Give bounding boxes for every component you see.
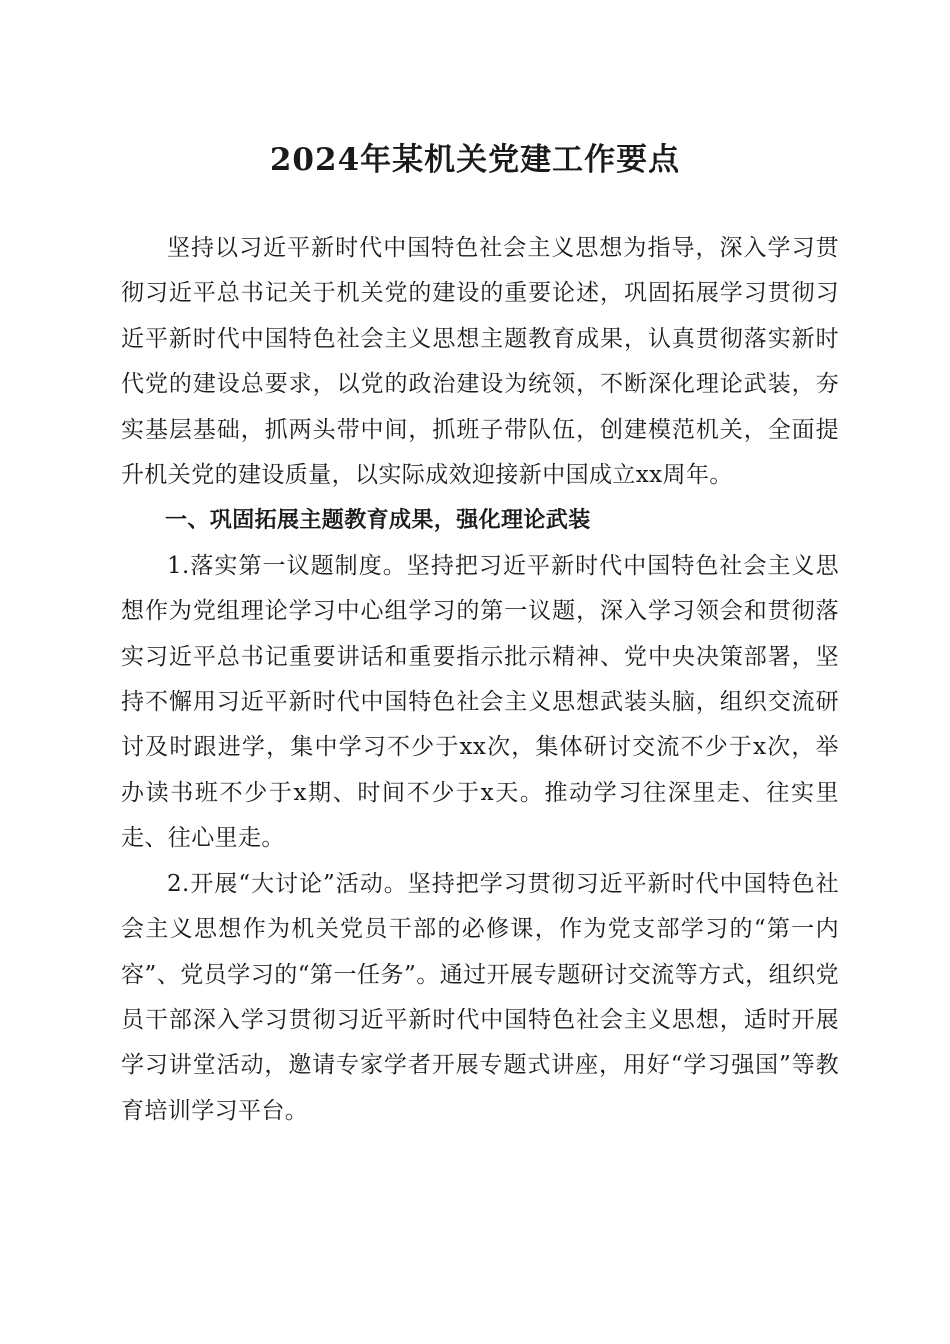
- item-paragraph-2: 2.开展“大讨论”活动。坚持把学习贯彻习近平新时代中国特色社会主义思想作为机关党员干部的必修课，作为党支部学习的“第一内容”、党员学习的“第一任务”。通过开展专题研讨交流等方式，组织党员干部深入学习贯彻习近平新时代中国特色社会主义思想，适时开展学习讲堂活动，邀请专家学者开展专题式讲座，用好“学习强国”等教育培训学习平台。: [121, 870, 839, 1124]
- document-body: [121, 226, 839, 1134]
- item-paragraph-1: 1.落实第一议题制度。坚持把习近平新时代中国特色社会主义思想作为党组理论学习中心组学习的第一议题，深入学习领会和贯彻落实习近平总书记重要讲话和重要指示批示精神、党中央决策部署，坚持不懈用习近平新时代中国特色社会主义思想武装头脑，组织交流研讨及时跟进学，集中学习不少于xx次，集体研讨交流不少于x次，举办读书班不少于x期、时间不少于x天。推动学习往深里走、往实里走、往心里走。: [121, 552, 839, 852]
- section-heading: 一、巩固拓展主题教育成果，强化理论武装: [165, 508, 591, 534]
- document-title: 2024年某机关党建工作要点: [269, 142, 681, 178]
- intro-paragraph: 坚持以习近平新时代中国特色社会主义思想为指导，深入学习贯彻习近平总书记关于机关党的建设的重要论述，巩固拓展学习贯彻习近平新时代中国特色社会主义思想主题教育成果，认真贯彻落实新时代党的建设总要求，以党的政治建设为统领，不断深化理论武装，夯实基层基础，抓两头带中间，抓班子带队伍，创建模范机关，全面提升机关党的建设质量，以实际成效迎接新中国成立xx周年。: [121, 235, 839, 489]
